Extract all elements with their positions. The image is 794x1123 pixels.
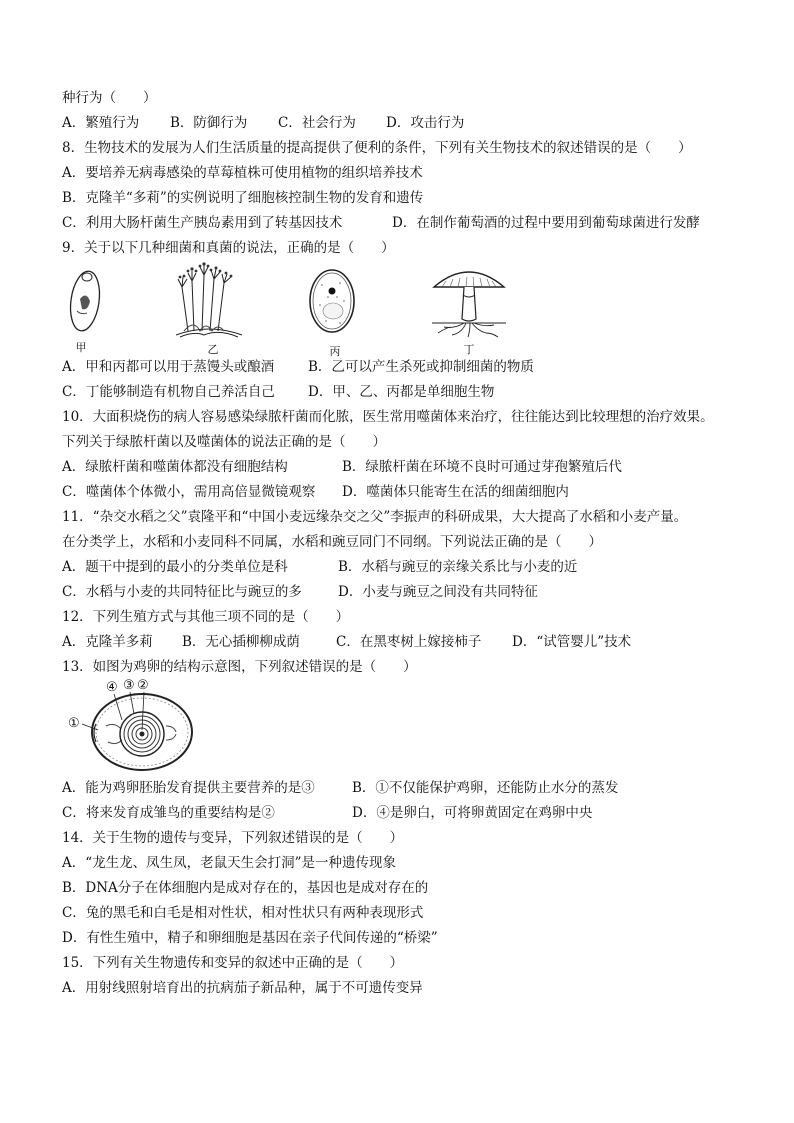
q9-option-a: A．甲和丙都可以用于蒸馒头或酿酒 xyxy=(62,359,275,375)
q11-stem-line1: 11．“杂交水稻之父”袁隆平和“中国小麦远缘杂交之父”李振声的科研成果，大大提高了水稻和小麦产量。 xyxy=(62,509,688,525)
q10-option-c: C．噬菌体个体微小，需用高倍显微镜观察 xyxy=(62,484,316,500)
q15-stem: 15．下列有关生物遗传和变异的叙述中正确的是（ ） xyxy=(62,955,404,971)
q11-stem-line2: 在分类学上，水稻和小麦同科不同属，水稻和豌豆同门不同纲。下列说法正确的是（ ） xyxy=(62,534,602,550)
q7-option-a: A．繁殖行为 xyxy=(62,115,140,131)
figure-label-bing: 丙 xyxy=(329,345,341,358)
figure-label-ding: 丁 xyxy=(463,343,475,356)
q8-options-cd xyxy=(62,211,762,236)
q11-options-cd xyxy=(62,580,762,605)
q11-option-a: A．题干中提到的最小的分类单位是科 xyxy=(62,559,288,575)
q12-option-a: A．克隆羊多莉 xyxy=(62,634,153,650)
q8-option-a: A．要培养无病毒感染的草莓植株可使用植物的组织培养技术 xyxy=(62,165,423,181)
q7-options xyxy=(62,111,762,136)
q11-option-b: B．水稻与豌豆的亲缘关系比与小麦的近 xyxy=(338,559,578,575)
q13-options-cd xyxy=(62,801,762,826)
q13-options-ab xyxy=(62,776,762,801)
q7-option-b: B．防御行为 xyxy=(170,115,248,131)
q10-option-d: D．噬菌体只能寄生在活的细菌细胞内 xyxy=(342,484,569,500)
q12-stem: 12．下列生殖方式与其他三项不同的是（ ） xyxy=(62,609,350,625)
mushroom-icon xyxy=(430,261,508,341)
q12-option-d: D．“试管婴儿”技术 xyxy=(512,634,632,650)
egg-label-4: ④ xyxy=(106,680,118,695)
egg-structure-icon xyxy=(62,680,202,776)
q12-option-c: C．在黑枣树上嫁接柿子 xyxy=(336,634,482,650)
q7-option-d: D．攻击行为 xyxy=(386,115,465,131)
q10-options-ab xyxy=(62,455,762,480)
q10-options-cd xyxy=(62,480,762,505)
q9-option-d: D．甲、乙、丙都是单细胞生物 xyxy=(308,384,495,400)
q10-stem-line1: 10．大面积烧伤的病人容易感染绿脓杆菌而化脓，医生常用噬菌体来治疗，往往能达到比较理想的治疗效果。 xyxy=(62,409,714,425)
q8-option-c: C．利用大肠杆菌生产胰岛素用到了转基因技术 xyxy=(62,215,343,231)
q12-options xyxy=(62,630,762,655)
q10-option-a: A．绿脓杆菌和噬菌体都没有细胞结构 xyxy=(62,459,288,475)
q13-stem: 13．如图为鸡卵的结构示意图，下列叙述错误的是（ ） xyxy=(62,659,417,675)
q13-option-b: B．①不仅能保护鸡卵，还能防止水分的蒸发 xyxy=(352,780,619,796)
q11-option-c: C．水稻与小麦的共同特征比与豌豆的多 xyxy=(62,584,302,600)
egg-label-1: ① xyxy=(68,716,80,731)
egg-label-3: ③ xyxy=(123,678,135,693)
yeast-icon xyxy=(62,261,112,339)
q9-figure xyxy=(62,261,762,358)
bacterium-icon xyxy=(306,261,358,343)
q15-option-a: A．用射线照射培育出的抗病茄子新品种，属于不可遗传变异 xyxy=(62,980,423,996)
q12-option-b: B．无心插柳柳成荫 xyxy=(182,634,300,650)
figure-label-yi: 乙 xyxy=(207,343,219,356)
q14-option-c: C．兔的黑毛和白毛是相对性状，相对性状只有两种表现形式 xyxy=(62,905,424,921)
q14-stem: 14．关于生物的遗传与变异，下列叙述错误的是（ ） xyxy=(62,830,404,846)
figure-label-jia: 甲 xyxy=(75,341,87,354)
q9-option-b: B．乙可以产生杀死或抑制细菌的物质 xyxy=(308,359,534,375)
q13-option-d: D．④是卵白，可将卵黄固定在鸡卵中央 xyxy=(352,805,593,821)
q9-options-cd xyxy=(62,380,762,405)
q8-option-b: B．克隆羊“多莉”的实例说明了细胞核控制生物的发育和遗传 xyxy=(62,190,424,206)
q11-option-d: D．小麦与豌豆之间没有共同特征 xyxy=(338,584,538,600)
q8-option-d: D．在制作葡萄酒的过程中要用到葡萄球菌进行发酵 xyxy=(392,215,700,231)
q9-stem: 9．关于以下几种细菌和真菌的说法，正确的是（ ） xyxy=(62,240,395,256)
q11-options-ab xyxy=(62,555,762,580)
q13-option-a: A．能为鸡卵胚胎发育提供主要营养的是③ xyxy=(62,780,315,796)
q9-options-ab xyxy=(62,355,762,380)
q14-option-d: D．有性生殖中，精子和卵细胞是基因在亲子代间传递的“桥梁” xyxy=(62,930,438,946)
q8-stem: 8．生物技术的发展为人们生活质量的提高提供了便利的条件，下列有关生物技术的叙述错误的是（ ） xyxy=(62,140,692,156)
q10-option-b: B．绿脓杆菌在环境不良时可通过芽孢繁殖后代 xyxy=(342,459,622,475)
mushroom-figure xyxy=(430,261,508,356)
q13-egg-figure xyxy=(62,680,762,776)
q7-option-c: C．社会行为 xyxy=(278,115,356,131)
q9-option-c: C．丁能够制造有机物自己养活自己 xyxy=(62,384,275,400)
q13-option-c: C．将来发育成雏鸟的重要结构是② xyxy=(62,805,275,821)
q7-stem-tail: 种行为（ ） xyxy=(62,90,157,106)
penicillium-figure xyxy=(174,261,244,356)
exam-page xyxy=(62,86,762,1001)
q14-option-a: A．“龙生龙、凤生凤，老鼠天生会打洞”是一种遗传现象 xyxy=(62,855,397,871)
q14-option-b: B．DNA分子在体细胞内是成对存在的，基因也是成对存在的 xyxy=(62,880,429,896)
penicillium-icon xyxy=(174,261,244,341)
egg-label-2: ② xyxy=(137,678,149,693)
yeast-figure xyxy=(62,261,112,354)
q10-stem-line2: 下列关于绿脓杆菌以及噬菌体的说法正确的是（ ） xyxy=(62,434,386,450)
bacterium-figure xyxy=(306,261,358,358)
